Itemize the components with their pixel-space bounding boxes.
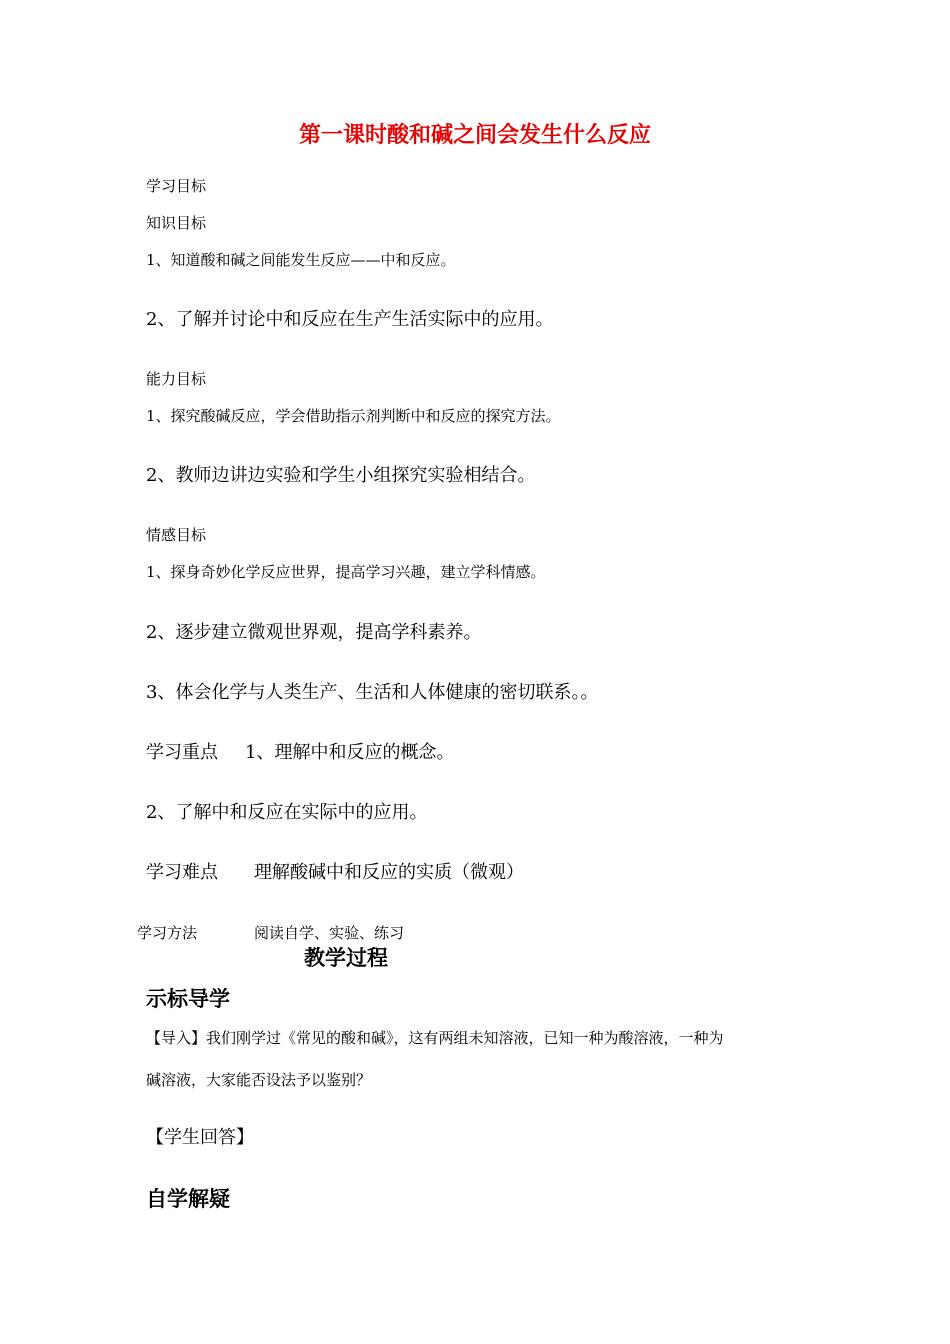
- student-answer: 【学生回答】: [146, 1127, 254, 1148]
- emotion-item-3: 3、体会化学与人类生产、生活和人体健康的密切联系。。: [146, 682, 599, 703]
- section-heading-guide: 示标导学: [146, 986, 230, 1011]
- difficulty-text: 理解酸碱中和反应的实质（微观）: [254, 862, 524, 883]
- method-text: 阅读自学、实验、练习: [254, 924, 405, 942]
- difficulty-label: 学习难点: [146, 862, 218, 883]
- intro-line-2: 碱溶液，大家能否设法予以鉴别？: [146, 1071, 372, 1089]
- intro-line-1: 【导入】我们刚学过《常见的酸和碱》，这有两组未知溶液，已知一种为酸溶液，一种为: [146, 1029, 724, 1047]
- ability-heading: 能力目标: [146, 370, 207, 388]
- emotion-item-2: 2、逐步建立微观世界观，提高学科素养。: [146, 622, 482, 643]
- process-heading: 教学过程: [304, 945, 388, 970]
- emotion-item-1: 1、探身奇妙化学反应世界，提高学习兴趣，建立学科情感。: [146, 563, 546, 581]
- ability-item-1: 1、探究酸碱反应，学会借助指示剂判断中和反应的探究方法。: [146, 407, 561, 425]
- ability-item-2: 2、教师边讲边实验和学生小组探究实验相结合。: [146, 465, 536, 486]
- section-heading-self-study: 自学解疑: [146, 1186, 230, 1211]
- key-points-item-2: 2、了解中和反应在实际中的应用。: [146, 802, 428, 823]
- objectives-heading: 学习目标: [146, 177, 207, 195]
- document-title: 第一课时酸和碱之间会发生什么反应: [298, 122, 651, 148]
- knowledge-heading: 知识目标: [146, 214, 207, 232]
- emotion-heading: 情感目标: [146, 526, 207, 544]
- knowledge-item-1: 1、知道酸和碱之间能发生反应——中和反应。: [146, 251, 456, 269]
- key-points-label: 学习重点: [146, 742, 218, 763]
- method-label: 学习方法: [137, 924, 198, 942]
- key-points-item-1: 1、理解中和反应的概念。: [245, 742, 455, 763]
- knowledge-item-2: 2、了解并讨论中和反应在生产生活实际中的应用。: [146, 309, 554, 330]
